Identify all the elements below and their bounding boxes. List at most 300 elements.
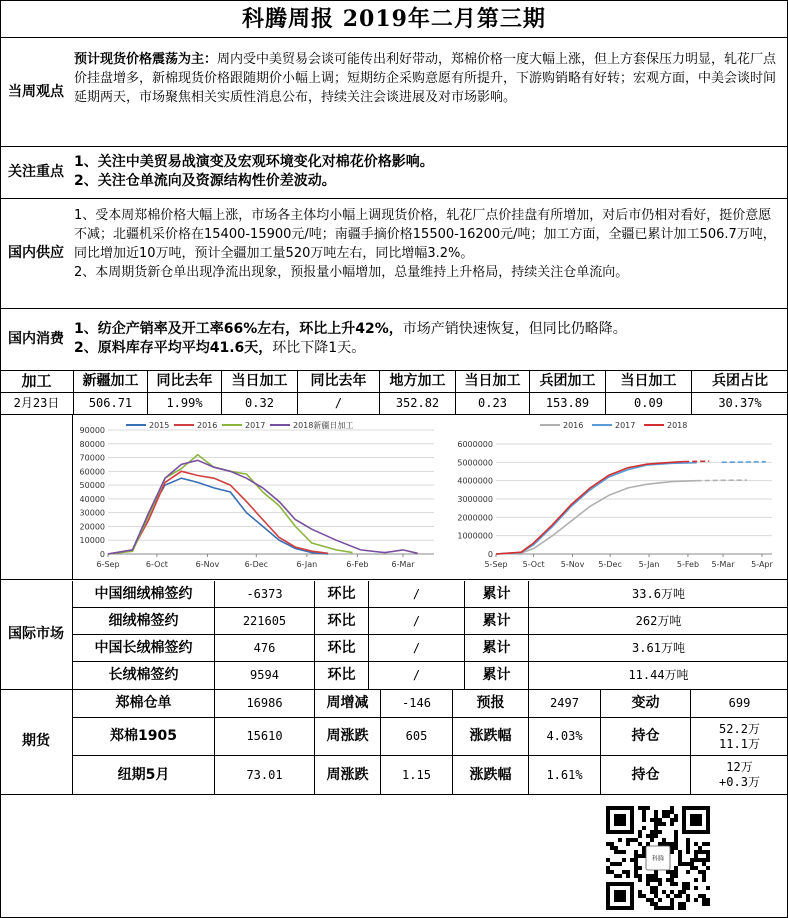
x-tick-label: 5-Feb (676, 560, 700, 569)
qr-module (650, 818, 654, 822)
international-cell: 环比 (314, 608, 368, 635)
futures-cell: 周涨跌 (314, 756, 380, 794)
qr-module (658, 898, 662, 902)
international-cell: 累计 (464, 635, 528, 662)
qr-module (702, 894, 706, 898)
x-tick-label: 6-Oct (145, 560, 168, 569)
qr-module (634, 854, 638, 858)
qr-module (658, 842, 662, 846)
processing-header-cell: 地方加工 (380, 371, 456, 392)
qr-module (642, 854, 646, 858)
international-label: 国际市场 (8, 625, 64, 642)
y-tick-label: 5000000 (457, 458, 493, 468)
qr-module (662, 838, 666, 842)
qr-module (678, 902, 682, 906)
qr-module (678, 850, 682, 854)
futures-position-change: +0.3万 (719, 775, 760, 789)
supply-text (74, 206, 784, 282)
futures-cell: 郑棉仓单 (72, 690, 214, 718)
qr-module (682, 882, 686, 886)
qr-module (638, 866, 642, 870)
qr-module (658, 906, 662, 910)
qr-module (650, 902, 654, 906)
qr-module (702, 870, 706, 874)
qr-module (670, 874, 674, 878)
qr-module (674, 882, 678, 886)
x-tick-label: 6-Nov (195, 560, 220, 569)
y-tick-label: 50000 (79, 481, 105, 491)
qr-module (698, 894, 702, 898)
international-cell: 33.6万吨 (528, 581, 788, 608)
y-tick-label: 80000 (79, 439, 105, 449)
qr-module (622, 850, 626, 854)
y-tick-label: 1000000 (457, 531, 493, 541)
qr-module (634, 862, 638, 866)
qr-module (674, 874, 678, 878)
qr-module (610, 846, 614, 850)
qr-module (674, 866, 678, 870)
processing-value-cell: 30.37% (718, 396, 762, 410)
qr-module (662, 890, 666, 894)
qr-module (610, 842, 614, 846)
qr-module (642, 806, 646, 810)
qr-module (706, 866, 710, 870)
futures-label: 期货 (22, 733, 50, 749)
focus-item: 1、关注中美贸易战演变及宏观环境变化对棉花价格影响。 (74, 154, 434, 170)
qr-module (702, 878, 706, 882)
futures-position-change: 11.1万 (719, 736, 760, 751)
qr-module (622, 870, 626, 874)
futures-cell: 605 (380, 718, 452, 756)
weekly-view-lead: 预计现货价格震荡为主： (74, 52, 218, 67)
qr-module (618, 874, 622, 878)
qr-module (654, 874, 658, 878)
qr-module (702, 858, 706, 862)
series-line-2018 (496, 462, 684, 554)
qr-module (686, 894, 690, 898)
qr-module (694, 878, 698, 882)
qr-module (670, 850, 674, 854)
y-tick-label: 0 (487, 550, 493, 559)
qr-module (694, 850, 698, 854)
qr-module (706, 842, 710, 846)
qr-module (694, 858, 698, 862)
qr-module (698, 846, 702, 850)
processing-header-cell: 当日加工 (606, 371, 692, 392)
qr-module (690, 862, 694, 866)
qr-module (650, 830, 654, 834)
qr-module (650, 890, 654, 894)
qr-module (698, 870, 702, 874)
futures-cell: 周涨跌 (314, 718, 380, 756)
qr-module (694, 898, 698, 902)
qr-module (678, 894, 682, 898)
x-tick-label: 6-Dec (244, 560, 269, 569)
qr-module (702, 850, 706, 854)
qr-module (634, 850, 638, 854)
qr-module (642, 894, 646, 898)
x-tick-label: 6-Jan (296, 560, 318, 569)
processing-header-cell: 兵团加工 (530, 371, 606, 392)
x-tick-label: 5-Sep (484, 560, 508, 569)
futures-cell: 涨跌幅 (452, 756, 528, 794)
focus-item: 2、关注仓单流向及资源结构性价差波动。 (74, 173, 336, 189)
processing-header-cell: 加工 (0, 371, 74, 392)
qr-module (670, 898, 674, 902)
qr-module (698, 858, 702, 862)
qr-module (694, 854, 698, 858)
processing-header-cell: 同比去年 (148, 371, 222, 392)
international-cell: 累计 (464, 581, 528, 608)
qr-module (682, 862, 686, 866)
qr-module (654, 826, 658, 830)
futures-cell: 1.15 (380, 756, 452, 794)
qr-module (702, 874, 706, 878)
consumption-text (74, 320, 784, 358)
international-cell: 长绒棉签约 (72, 662, 214, 689)
futures-position-cell (690, 718, 788, 756)
y-tick-label: 3000000 (457, 495, 493, 504)
qr-module (634, 874, 638, 878)
qr-module (634, 870, 638, 874)
qr-module (610, 862, 614, 866)
qr-module (694, 866, 698, 870)
qr-module (706, 902, 710, 906)
qr-module (686, 898, 690, 902)
qr-module (630, 858, 634, 862)
processing-value-cell: 0.32 (222, 393, 298, 414)
international-cell: / (368, 608, 464, 635)
qr-module (678, 862, 682, 866)
legend-label: 2018新疆日加工 (293, 421, 354, 430)
international-cell: 环比 (314, 662, 368, 689)
qr-module (670, 846, 674, 850)
x-tick-label: 6-Sep (96, 560, 120, 569)
qr-module (606, 866, 610, 870)
qr-module (698, 850, 702, 854)
futures-cell: 涨跌幅 (452, 718, 528, 756)
qr-module (706, 854, 710, 858)
qr-module (686, 846, 690, 850)
qr-module (702, 898, 706, 902)
legend-label: 2016 (197, 421, 218, 430)
qr-finder-core (614, 890, 626, 902)
y-tick-label: 0 (99, 550, 105, 559)
qr-module (654, 870, 658, 874)
qr-module (690, 866, 694, 870)
qr-module (670, 810, 674, 814)
futures-cell: 纽期5月 (72, 756, 214, 794)
qr-module (650, 886, 654, 890)
futures-cell: 699 (690, 690, 788, 718)
international-cell: 3.61万吨 (528, 635, 788, 662)
qr-module (606, 842, 610, 846)
y-tick-label: 10000 (79, 536, 105, 546)
consumption-item: 2、原料库存平均平均41.6天，环比下降1天。 (74, 340, 366, 356)
qr-module (654, 822, 658, 826)
processing-header-cell: 兵团占比 (712, 373, 768, 389)
qr-module (654, 818, 658, 822)
qr-module (638, 806, 642, 810)
qr-module (626, 870, 630, 874)
qr-module (674, 870, 678, 874)
processing-value-cell: 153.89 (530, 393, 606, 414)
qr-module (670, 906, 674, 910)
y-tick-label: 20000 (79, 522, 105, 532)
legend-label: 2015 (149, 421, 170, 430)
qr-module (614, 850, 618, 854)
qr-module (654, 878, 658, 882)
qr-module (682, 886, 686, 890)
x-tick-label: 6-Mar (391, 560, 415, 569)
qr-module (674, 846, 678, 850)
qr-module (630, 838, 634, 842)
qr-module (658, 878, 662, 882)
qr-module (670, 882, 674, 886)
international-cell: 262万吨 (528, 608, 788, 635)
qr-module (658, 822, 662, 826)
legend-label: 2018 (667, 421, 688, 430)
y-tick-label: 60000 (79, 467, 105, 477)
futures-cell: 郑棉1905 (72, 718, 214, 756)
futures-cell: 16986 (214, 690, 314, 718)
processing-header-cell: 当日加工 (456, 371, 530, 392)
international-cell: 221605 (214, 608, 314, 635)
qr-module (642, 826, 646, 830)
qr-module (686, 862, 690, 866)
qr-module (662, 814, 666, 818)
qr-module (642, 850, 646, 854)
qr-module (650, 898, 654, 902)
qr-module (682, 902, 686, 906)
qr-module (666, 810, 670, 814)
qr-module (686, 886, 690, 890)
qr-module (678, 854, 682, 858)
x-tick-label: 5-Nov (560, 560, 585, 569)
legend-label: 2017 (245, 421, 266, 430)
qr-module (646, 874, 650, 878)
qr-module (654, 814, 658, 818)
qr-module (686, 850, 690, 854)
qr-module (666, 814, 670, 818)
qr-module (626, 874, 630, 878)
qr-module (650, 834, 654, 838)
qr-module (670, 890, 674, 894)
consumption-item: 1、纺企产销率及开工率66%左右，环比上升42%，市场产销快速恢复，但同比仍略降。 (74, 321, 627, 337)
processing-value-cell: 506.71 (74, 393, 148, 414)
futures-cell: 持仓 (600, 718, 690, 756)
qr-module (658, 830, 662, 834)
y-tick-label: 4000000 (457, 476, 493, 486)
qr-module (638, 830, 642, 834)
qr-module (670, 878, 674, 882)
qr-module (682, 906, 686, 910)
qr-module (638, 890, 642, 894)
qr-module (658, 882, 662, 886)
qr-module (646, 898, 650, 902)
legend-label: 2016 (563, 421, 584, 430)
qr-module (694, 886, 698, 890)
international-cell: 中国长绒棉签约 (72, 635, 214, 662)
qr-module (678, 858, 682, 862)
processing-value-cell: 0.09 (606, 393, 692, 414)
international-cell: 中国细绒棉签约 (72, 581, 214, 608)
international-cell: 累计 (464, 608, 528, 635)
x-tick-label: 5-Mar (711, 560, 735, 569)
processing-value-cell: 0.23 (456, 393, 530, 414)
consumption-label: 国内消费 (8, 330, 64, 347)
y-tick-label: 2000000 (457, 513, 493, 523)
futures-cell: 持仓 (600, 756, 690, 794)
qr-module (654, 830, 658, 834)
qr-module (638, 894, 642, 898)
qr-module (638, 842, 642, 846)
qr-module (646, 882, 650, 886)
qr-module (614, 862, 618, 866)
futures-position-value: 52.2万 (719, 721, 760, 736)
qr-module (654, 902, 658, 906)
international-cell: 476 (214, 635, 314, 662)
qr-module (670, 822, 674, 826)
qr-module (674, 838, 678, 842)
qr-module (674, 834, 678, 838)
futures-position-cell (690, 756, 788, 794)
x-tick-label: 5-Oct (522, 560, 545, 569)
qr-finder-core (614, 814, 626, 826)
qr-module (666, 906, 670, 910)
supply-paragraph: 2、本周期货新仓单出现净流出现象，预报量小幅增加，总量维持上升格局，持续关注仓单流向。 (74, 265, 629, 280)
qr-module (670, 818, 674, 822)
qr-module (654, 810, 658, 814)
report-title: 科腾周报 2019年二月第三期 (0, 0, 788, 38)
qr-module (650, 878, 654, 882)
qr-module (674, 814, 678, 818)
qr-module (706, 886, 710, 890)
qr-module (706, 858, 710, 862)
weekly-view-text (74, 50, 784, 107)
series-line-2017 (496, 463, 697, 554)
qr-module (638, 874, 642, 878)
y-tick-label: 90000 (79, 426, 105, 435)
x-tick-label: 6-Feb (346, 560, 369, 569)
supply-label: 国内供应 (8, 244, 64, 261)
legend-label: 2017 (615, 421, 636, 430)
qr-module (702, 842, 706, 846)
qr-module (638, 878, 642, 882)
international-cell: 9594 (214, 662, 314, 689)
qr-module (654, 834, 658, 838)
qr-module (674, 818, 678, 822)
qr-module (670, 842, 674, 846)
qr-module (646, 834, 650, 838)
qr-module (634, 858, 638, 862)
qr-module (706, 850, 710, 854)
qr-module (678, 906, 682, 910)
qr-module (650, 838, 654, 842)
processing-header-cell: 新疆加工 (74, 371, 148, 392)
qr-module (666, 870, 670, 874)
qr-module (686, 842, 690, 846)
y-tick-label: 70000 (79, 453, 105, 463)
y-tick-label: 6000000 (457, 440, 493, 449)
focus-label: 关注重点 (8, 163, 64, 180)
qr-module (642, 814, 646, 818)
qr-module (634, 866, 638, 870)
qr-module (610, 870, 614, 874)
futures-cell: -146 (380, 690, 452, 718)
qr-module (670, 902, 674, 906)
futures-cell: 2497 (528, 690, 600, 718)
processing-value-cell: 352.82 (380, 393, 456, 414)
qr-module (646, 806, 650, 810)
qr-module (626, 842, 630, 846)
qr-module (646, 842, 650, 846)
international-cell: / (368, 635, 464, 662)
daily-processing-chart (74, 416, 444, 578)
qr-module (614, 846, 618, 850)
x-tick-label: 5-Dec (598, 560, 622, 569)
qr-logo-text: 科腾 (651, 855, 665, 863)
futures-cell: 73.01 (214, 756, 314, 794)
international-cell: 累计 (464, 662, 528, 689)
qr-module (674, 830, 678, 834)
processing-value-cell: / (298, 393, 380, 414)
qr-module (690, 858, 694, 862)
qr-module (606, 870, 610, 874)
qr-module (654, 886, 658, 890)
qr-module (670, 870, 674, 874)
qr-module (654, 894, 658, 898)
international-cell: 环比 (314, 581, 368, 608)
qr-module (658, 818, 662, 822)
qr-module (686, 882, 690, 886)
qr-module (618, 862, 622, 866)
futures-cell: 周增减 (314, 690, 380, 718)
x-tick-label: 5-Jan (638, 560, 660, 569)
qr-module (646, 878, 650, 882)
qr-module (654, 890, 658, 894)
qr-module (674, 894, 678, 898)
y-tick-label: 30000 (79, 508, 105, 518)
qr-module (674, 842, 678, 846)
processing-header-cell: 当日加工 (222, 371, 298, 392)
qr-module (634, 838, 638, 842)
processing-header-cell: 同比去年 (298, 371, 380, 392)
qr-module (662, 822, 666, 826)
futures-cell: 4.03% (528, 718, 600, 756)
x-tick-label: 5-Apr (751, 560, 773, 569)
qr-module (682, 890, 686, 894)
qr-module (638, 854, 642, 858)
qr-module (618, 838, 622, 842)
qr-module (638, 834, 642, 838)
futures-cell: 1.61% (528, 756, 600, 794)
international-cell: -6373 (214, 581, 314, 608)
futures-cell: 变动 (600, 690, 690, 718)
weekly-view-body: 周内受中美贸易会谈可能传出利好带动，郑棉价格一度大幅上涨，但上方套保压力明显，轧花厂点价挂盘增多，新棉现货价格跟随期价小幅上调；短期纺企采购意愿有所提升，下游购销略有好转；宏观方面，中美会谈时间延期两天，市场聚焦相关实质性消息公布，持续关注会谈进展及对市场影响。 (74, 52, 777, 105)
processing-value-cell: 2月23日 (0, 393, 74, 414)
qr-module (706, 898, 710, 902)
qr-module (622, 858, 626, 862)
qr-module (618, 850, 622, 854)
qr-module (670, 806, 674, 810)
qr-module (678, 890, 682, 894)
qr-module (606, 858, 610, 862)
qr-module (642, 810, 646, 814)
focus-list (74, 153, 784, 191)
processing-value-cell: 1.99% (148, 393, 222, 414)
qr-module (642, 818, 646, 822)
